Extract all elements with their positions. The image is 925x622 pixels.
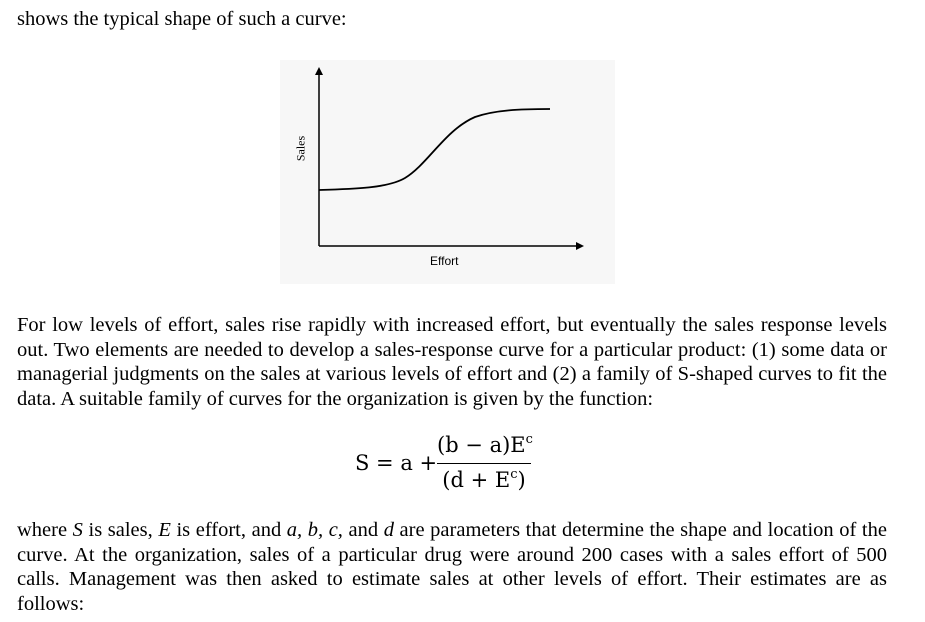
sales-response-figure — [280, 60, 615, 284]
sales-formula — [355, 432, 555, 498]
y-axis-arrow — [315, 67, 323, 75]
x-axis-arrow — [576, 242, 584, 250]
x-axis-label: Effort — [430, 254, 459, 268]
formula-lhs: S = a + — [355, 451, 438, 475]
explanation-paragraph: For low levels of effort, sales rise rapidly with increased effort, but eventually the sales response levels out. Two elements are needed to develop a sales-response curve for a particular product: (1) some data or managerial judgments on the sales at various levels of effort and (2) a family of S-shaped curves to fit the data. A suitable family of curves for the organization is given by the function: — [17, 314, 887, 410]
s-curve — [319, 109, 550, 190]
formula-denominator: $(d + E^c)$ — [442, 467, 526, 492]
y-axis-label: Sales — [293, 135, 308, 162]
sales-response-curve-chart — [280, 60, 615, 284]
fraction-bar — [437, 463, 531, 464]
intro-text: shows the typical shape of such a curve: — [17, 8, 347, 30]
parameters-paragraph: where S is sales, E is effort, and a, b, c, and d are parameters that determine the shape and location of the curve. At the organization, sales of a particular drug were around 200 cases with a sales effort of 500 calls. Management was then asked to estimate sales at other levels of effort. Their estimates are as follows: — [17, 519, 887, 615]
formula-numerator: $(b - a)E^c$ — [437, 432, 533, 457]
